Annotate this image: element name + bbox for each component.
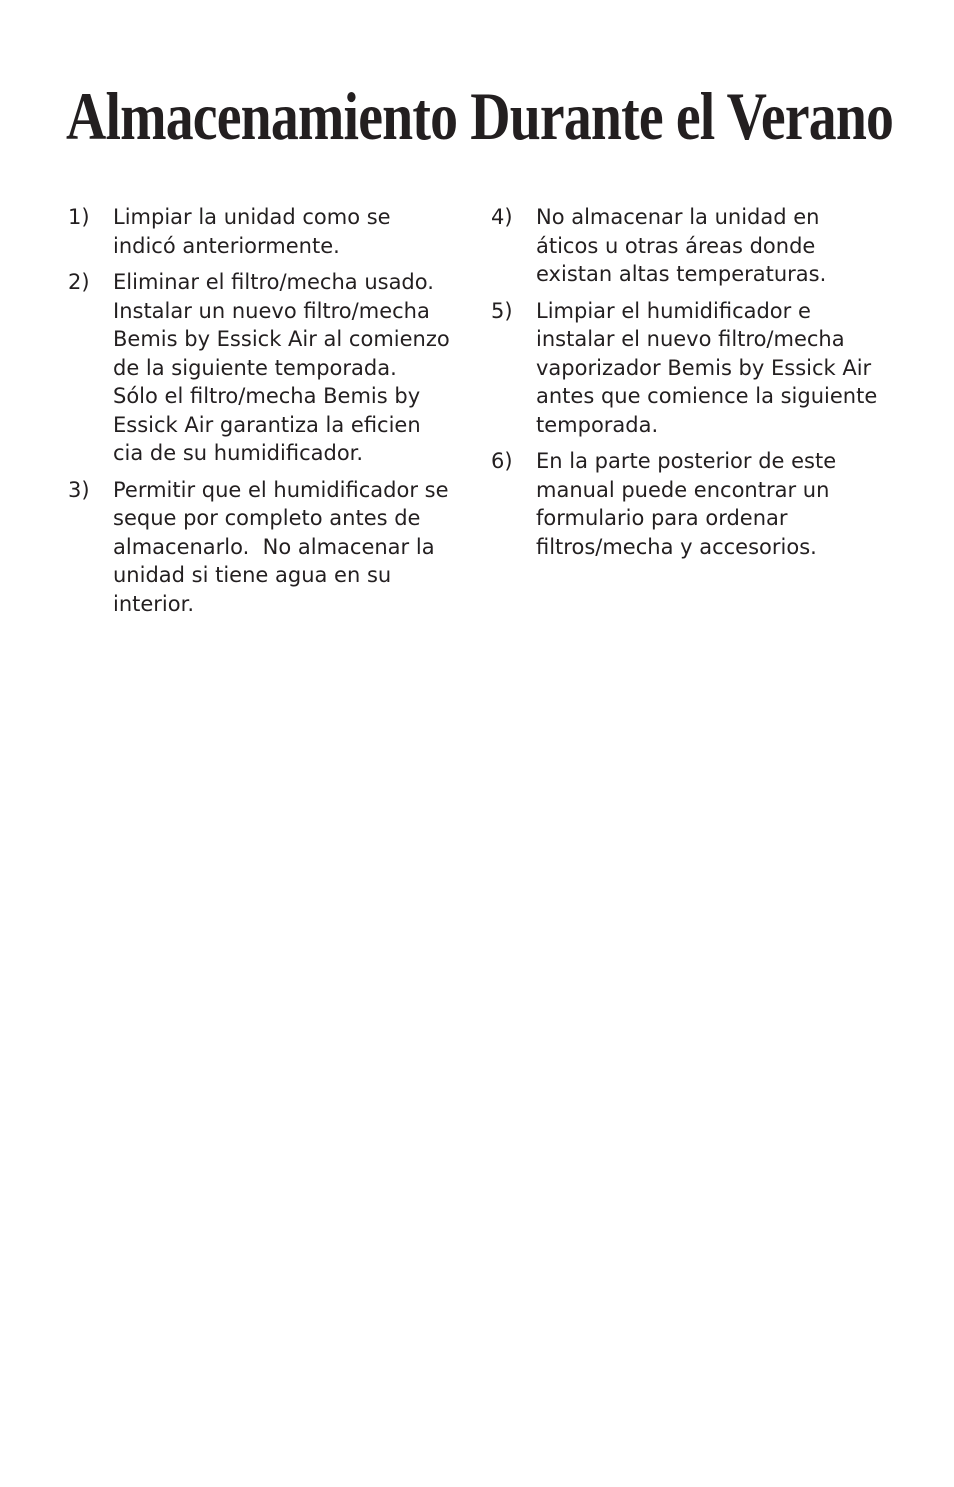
- step-2: [68, 268, 468, 468]
- step-line: seque por completo antes de: [113, 506, 421, 530]
- step-line: Essick Air garantiza la eficien: [113, 412, 421, 437]
- step-number: 2): [68, 270, 90, 294]
- step-line: No almacenar la unidad en: [536, 205, 820, 229]
- step-line: instalar el nuevo filtro/mecha: [536, 327, 845, 351]
- step-text: [536, 447, 891, 561]
- step-6: [491, 447, 891, 561]
- step-line: vaporizador Bemis by Essick Air: [536, 355, 872, 380]
- step-line: formulario para ordenar: [536, 506, 788, 530]
- step-line: cia de su humidificador.: [113, 441, 364, 465]
- step-line: interior.: [113, 591, 194, 616]
- step-1: [68, 203, 468, 260]
- step-line: almacenarlo. No almacenar la: [113, 534, 435, 559]
- step-number: 6): [491, 449, 513, 473]
- step-number: 3): [68, 477, 90, 502]
- step-line: Limpiar el humidificador e: [536, 298, 811, 323]
- step-text: [113, 476, 468, 619]
- left-column: [68, 203, 468, 626]
- step-4: [491, 203, 891, 289]
- step-line: antes que comience la siguiente: [536, 384, 878, 408]
- step-number: 4): [491, 205, 513, 229]
- step-line: indicó anteriormente.: [113, 233, 340, 258]
- step-line: unidad si tiene agua en su: [113, 563, 392, 587]
- step-line: Eliminar el filtro/mecha usado.: [113, 270, 434, 294]
- step-line: áticos u otras áreas donde: [536, 233, 816, 258]
- step-number: 1): [68, 205, 90, 229]
- step-line: de la siguiente temporada.: [113, 355, 397, 380]
- step-number: 5): [491, 298, 513, 323]
- step-line: Permitir que el humidificador se: [113, 477, 449, 502]
- step-5: [491, 297, 891, 440]
- step-line: Limpiar la unidad como se: [113, 205, 391, 229]
- step-text: [536, 297, 891, 440]
- step-text: [113, 203, 468, 260]
- step-line: filtros/mecha y accesorios.: [536, 534, 817, 559]
- step-line: existan altas temperaturas.: [536, 262, 827, 286]
- step-3: [68, 476, 468, 619]
- step-text: [113, 268, 468, 468]
- step-line: Bemis by Essick Air al comienzo: [113, 327, 450, 351]
- right-column: [491, 203, 891, 569]
- step-line: temporada.: [536, 412, 659, 437]
- step-line: manual puede encontrar un: [536, 477, 830, 502]
- step-line: Instalar un nuevo filtro/mecha: [113, 298, 430, 323]
- step-line: En la parte posterior de este: [536, 449, 837, 473]
- page-title: Almacenamiento Durante el Verano: [66, 78, 894, 154]
- step-line: Sólo el filtro/mecha Bemis by: [113, 384, 421, 408]
- step-text: [536, 203, 891, 289]
